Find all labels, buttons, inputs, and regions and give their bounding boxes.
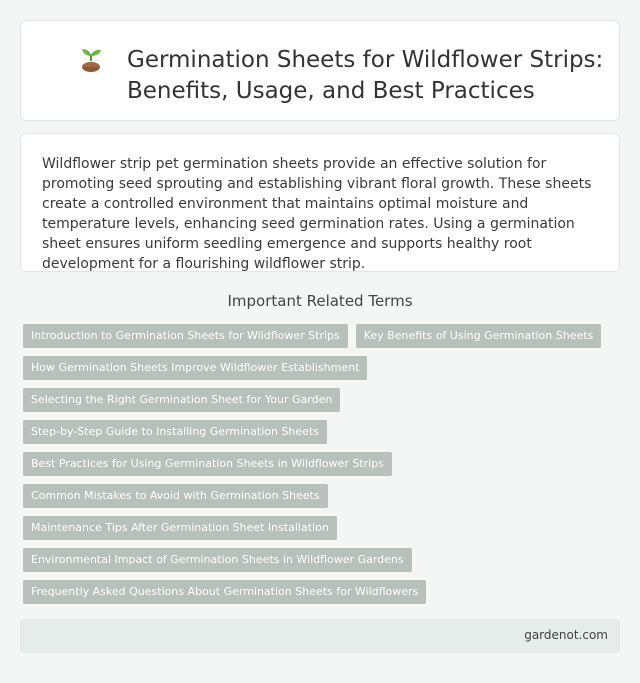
related-term-tag[interactable]: Maintenance Tips After Germination Sheet Installation — [23, 516, 337, 540]
related-term-tag[interactable]: Step-by-Step Guide to Installing Germination Sheets — [23, 420, 327, 444]
related-term-tag[interactable]: Frequently Asked Questions About Germination Sheets for Wildflowers — [23, 580, 426, 604]
header-card — [20, 20, 620, 121]
intro-paragraph: Wildflower strip pet germination sheets provide an effective solution for promoting seed sprouting and establishing vibrant floral growth. These sheets create a controlled environment that maintains optimal moisture and temperature levels, enhancing seed germination rates. Using a germination sheet ensures uniform seedling emergence and supports healthy root development for a flourishing wildflower strip. — [42, 156, 592, 272]
footer — [20, 619, 620, 653]
related-term-tag[interactable]: How Germination Sheets Improve Wildflower Establishment — [23, 356, 367, 380]
related-terms-heading: Important Related Terms — [227, 292, 413, 310]
related-term-tag[interactable]: Introduction to Germination Sheets for Wildflower Strips — [23, 324, 348, 348]
seedling-icon — [79, 47, 103, 73]
related-term-tag[interactable]: Best Practices for Using Germination Sheets in Wildflower Strips — [23, 452, 392, 476]
related-terms-list — [23, 324, 623, 612]
related-term-tag[interactable]: Selecting the Right Germination Sheet for Your Garden — [23, 388, 340, 412]
related-term-tag[interactable]: Common Mistakes to Avoid with Germination Sheets — [23, 484, 328, 508]
page-title: Germination Sheets for Wildflower Strips: Benefits, Usage, and Best Practices — [127, 47, 604, 104]
footer-site-name[interactable]: gardenot.com — [524, 628, 608, 642]
intro-card — [20, 133, 620, 272]
related-term-tag[interactable]: Key Benefits of Using Germination Sheets — [356, 324, 602, 348]
related-term-tag[interactable]: Environmental Impact of Germination Sheets in Wildflower Gardens — [23, 548, 412, 572]
